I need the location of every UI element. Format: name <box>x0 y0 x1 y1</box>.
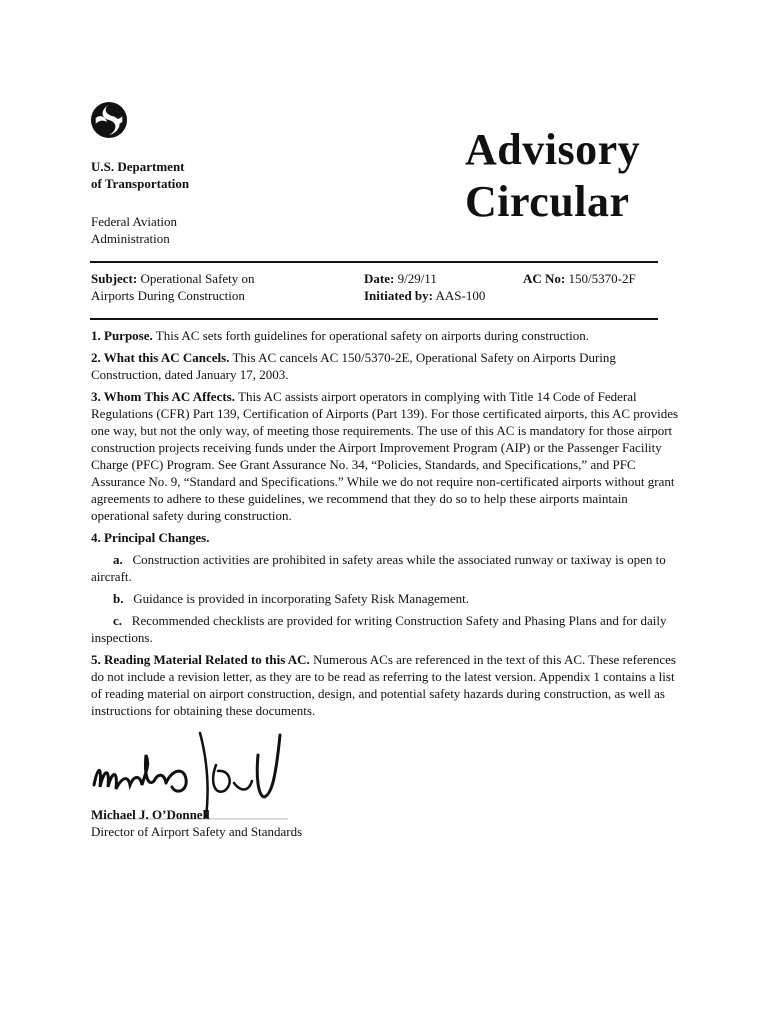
department-line-1: U.S. Department <box>91 159 185 174</box>
date-value: 9/29/11 <box>397 271 437 286</box>
department-block <box>91 158 189 192</box>
subject-line-1: Operational Safety on <box>140 271 255 286</box>
section-changes <box>91 529 683 546</box>
section-3-heading: 3. Whom This AC Affects. <box>91 389 235 404</box>
change-b-text: Guidance is provided in incorporating Safety Risk Management. <box>133 591 469 606</box>
initiated-label: Initiated by: <box>364 288 433 303</box>
subject-line-2: Airports During Construction <box>91 288 245 303</box>
agency-line-1: Federal Aviation <box>91 214 178 229</box>
ac-number-block <box>523 270 636 287</box>
bottom-divider <box>90 318 658 320</box>
signer-name: Michael J. O’Donnell <box>91 807 210 822</box>
change-c-text: Recommended checklists are provided for writing Construction Safety and Phasing Plans and for daily inspections. <box>91 613 667 645</box>
date-block <box>364 270 485 304</box>
date-label: Date: <box>364 271 395 286</box>
change-a-text: Construction activities are prohibited in safety areas while the associated runway or taxiway is open to aircraft. <box>91 552 666 584</box>
subject-label: Subject: <box>91 271 138 286</box>
change-item-c <box>91 612 683 646</box>
dot-logo-icon <box>90 101 128 139</box>
section-3-text: This AC assists airport operators in complying with Title 14 Code of Federal Regulations (CFR) Part 139, Certification of Airports (Part 139). For those certificated airports, this AC provides one way, but not the only way, of meeting those requirements. The use of this AC is mandatory for those airport construction projects receiving funds under the Airport Improvement Program (AIP) or the Passenger Facility Charge (PFC) Program. See Grant Assurance No. 34, “Policies, Standards, and Specifications,” and PFC Assurance No. 9, “Standard and Specifications.” While we do not require non-certificated airports without grant agreements to adhere to these guidelines, we recommend that they do so to help these airports maintain operational safety during construction. <box>91 389 679 523</box>
section-cancels <box>91 349 683 383</box>
document-body <box>91 327 683 724</box>
acno-label: AC No: <box>523 271 566 286</box>
section-5-text: Numerous ACs are referenced in the text of this AC. These references do not include a revision letter, as they are to be read as referring to the latest version. Appendix 1 contains a list of reading material on airport construction, design, and potential safety hazards during construction, as well as instructions for obtaining these documents. <box>91 652 676 718</box>
section-4-heading: 4. Principal Changes. <box>91 530 210 545</box>
section-1-text: This AC sets forth guidelines for operational safety on airports during construction. <box>155 328 590 343</box>
department-line-2: of Transportation <box>91 176 190 191</box>
acno-value: 150/5370-2F <box>568 271 636 286</box>
title-line-2: Circular <box>465 177 630 226</box>
section-2-heading: 2. What this AC Cancels. <box>91 350 230 365</box>
title-line-1: Advisory <box>465 125 641 174</box>
subject-block <box>91 270 255 304</box>
section-2-text: This AC cancels AC 150/5370-2E, Operational Safety on Airports During Construction, dated January 17, 2003. <box>91 350 616 382</box>
section-reading <box>91 651 683 719</box>
change-c-label: c. <box>113 613 123 628</box>
section-affects <box>91 388 683 524</box>
signature-block <box>91 806 302 840</box>
top-divider <box>90 261 658 263</box>
change-a-label: a. <box>113 552 123 567</box>
signer-title: Director of Airport Safety and Standards <box>91 824 303 839</box>
change-item-b <box>91 590 683 607</box>
section-5-heading: 5. Reading Material Related to this AC. <box>91 652 310 667</box>
section-1-heading: 1. Purpose. <box>91 328 153 343</box>
agency-line-2: Administration <box>91 231 170 246</box>
section-purpose <box>91 327 683 344</box>
document-title <box>465 124 640 228</box>
agency-block <box>91 213 177 247</box>
change-item-a <box>91 551 683 585</box>
initiated-value: AAS-100 <box>435 288 486 303</box>
change-b-label: b. <box>113 591 124 606</box>
